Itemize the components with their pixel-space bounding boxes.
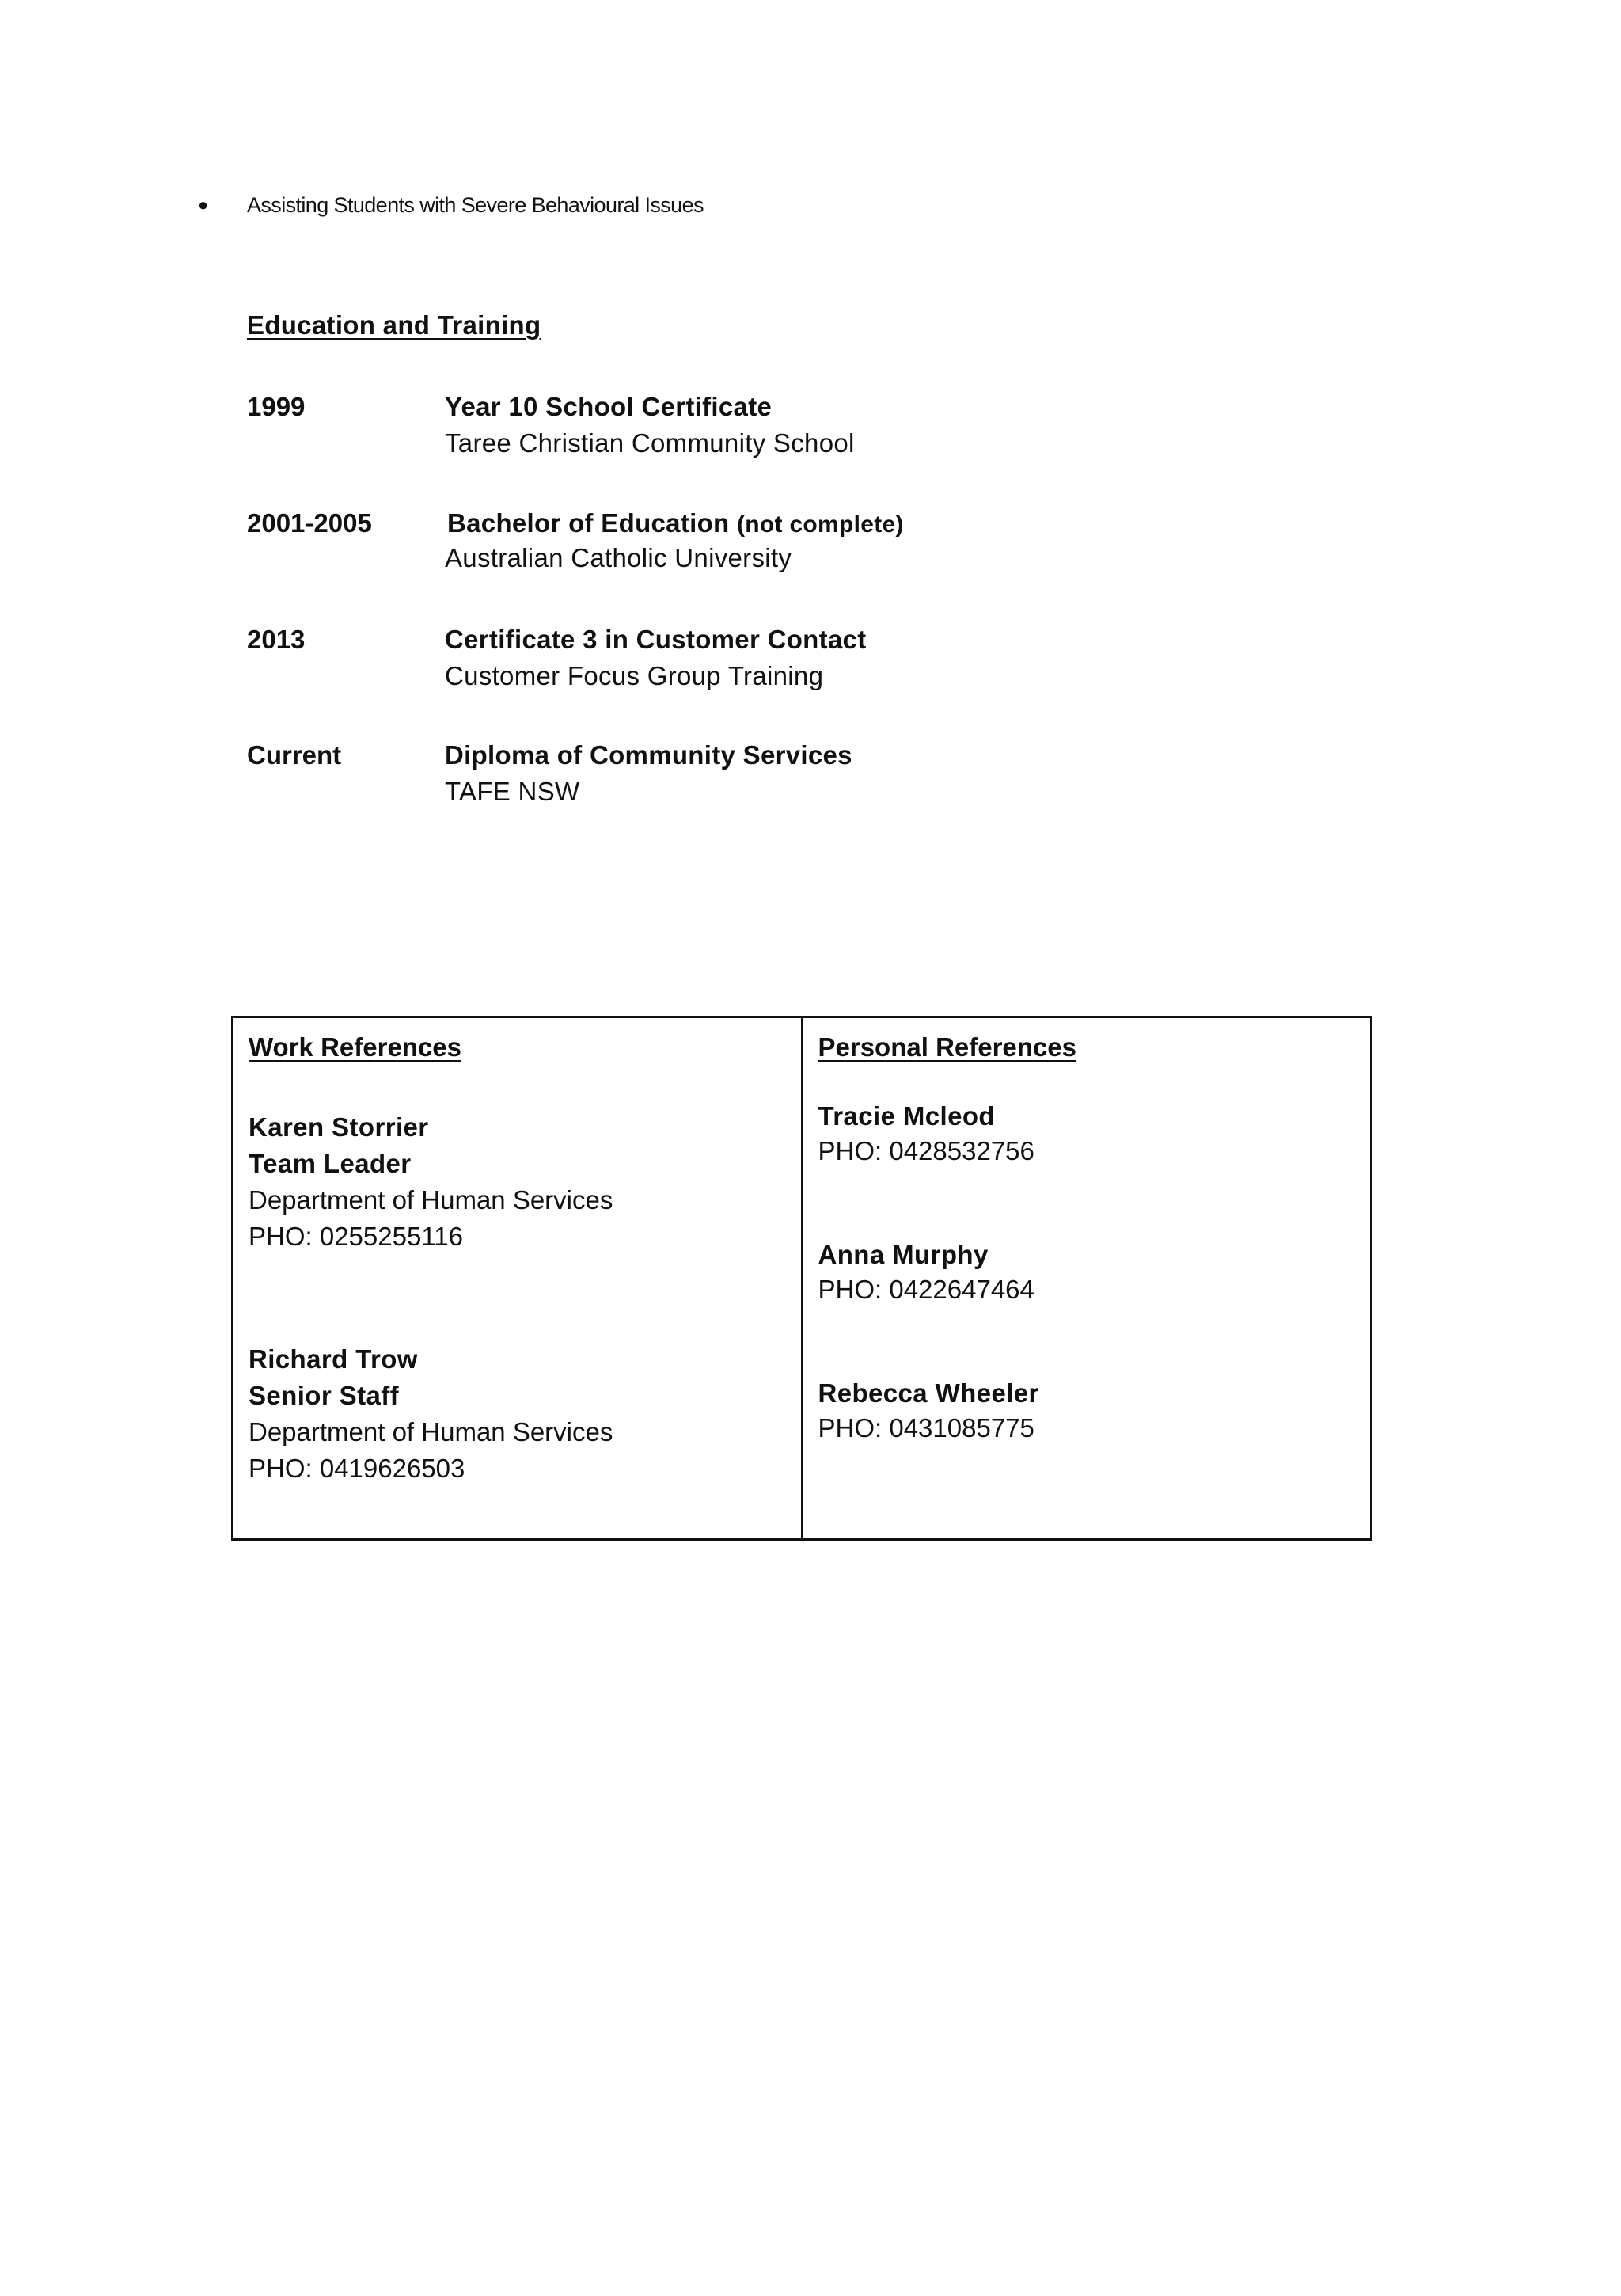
reference-organisation: Department of Human Services bbox=[249, 1185, 613, 1215]
education-entry bbox=[247, 740, 1355, 819]
reference-phone: PHO: 0431085775 bbox=[818, 1413, 1034, 1443]
reference-name: Karen Storrier bbox=[249, 1112, 429, 1142]
education-title-text: Bachelor of Education bbox=[447, 508, 730, 538]
education-title bbox=[447, 508, 904, 538]
reference-name: Anna Murphy bbox=[818, 1240, 989, 1269]
education-year: Current bbox=[247, 740, 342, 770]
reference-organisation: Department of Human Services bbox=[249, 1417, 613, 1446]
education-year: 2001-2005 bbox=[247, 508, 372, 538]
personal-references-column bbox=[803, 1018, 1371, 1538]
education-entry bbox=[247, 508, 1355, 587]
personal-references-heading: Personal References bbox=[818, 1032, 1077, 1062]
personal-reference bbox=[818, 1376, 1039, 1446]
education-institution: Taree Christian Community School bbox=[445, 428, 855, 458]
education-title-note: (not complete) bbox=[736, 511, 904, 538]
reference-phone: PHO: 0428532756 bbox=[818, 1136, 1034, 1165]
education-title bbox=[445, 625, 867, 655]
education-entry bbox=[247, 392, 1355, 471]
reference-name: Richard Trow bbox=[249, 1344, 418, 1374]
education-year: 1999 bbox=[247, 392, 306, 421]
references-table bbox=[231, 1016, 1372, 1541]
bullet-dot-icon: ● bbox=[198, 195, 208, 215]
reference-phone: PHO: 0419626503 bbox=[249, 1454, 465, 1483]
work-references-column bbox=[233, 1018, 803, 1538]
education-institution: TAFE NSW bbox=[445, 777, 580, 806]
reference-name: Rebecca Wheeler bbox=[818, 1378, 1039, 1408]
personal-reference bbox=[818, 1099, 1034, 1169]
education-title-text: Certificate 3 in Customer Contact bbox=[445, 625, 867, 654]
work-reference bbox=[249, 1109, 613, 1255]
reference-phone: PHO: 0255255116 bbox=[249, 1222, 463, 1251]
reference-role: Team Leader bbox=[249, 1149, 412, 1178]
personal-reference bbox=[818, 1237, 1034, 1307]
education-title-text: Diploma of Community Services bbox=[445, 740, 852, 770]
education-institution: Australian Catholic University bbox=[445, 543, 792, 572]
bullet-text: Assisting Students with Severe Behavioural Issues bbox=[247, 193, 704, 217]
work-reference bbox=[249, 1341, 613, 1487]
reference-role: Senior Staff bbox=[249, 1381, 399, 1410]
education-title bbox=[445, 740, 852, 770]
education-institution: Customer Focus Group Training bbox=[445, 661, 824, 690]
education-year: 2013 bbox=[247, 625, 306, 654]
reference-phone: PHO: 0422647464 bbox=[818, 1275, 1034, 1304]
education-title-text: Year 10 School Certificate bbox=[445, 392, 773, 421]
education-entry bbox=[247, 625, 1355, 704]
education-title bbox=[445, 392, 772, 422]
reference-name: Tracie Mcleod bbox=[818, 1101, 995, 1131]
work-references-heading: Work References bbox=[249, 1032, 462, 1062]
education-heading: Education and Training bbox=[247, 310, 541, 340]
